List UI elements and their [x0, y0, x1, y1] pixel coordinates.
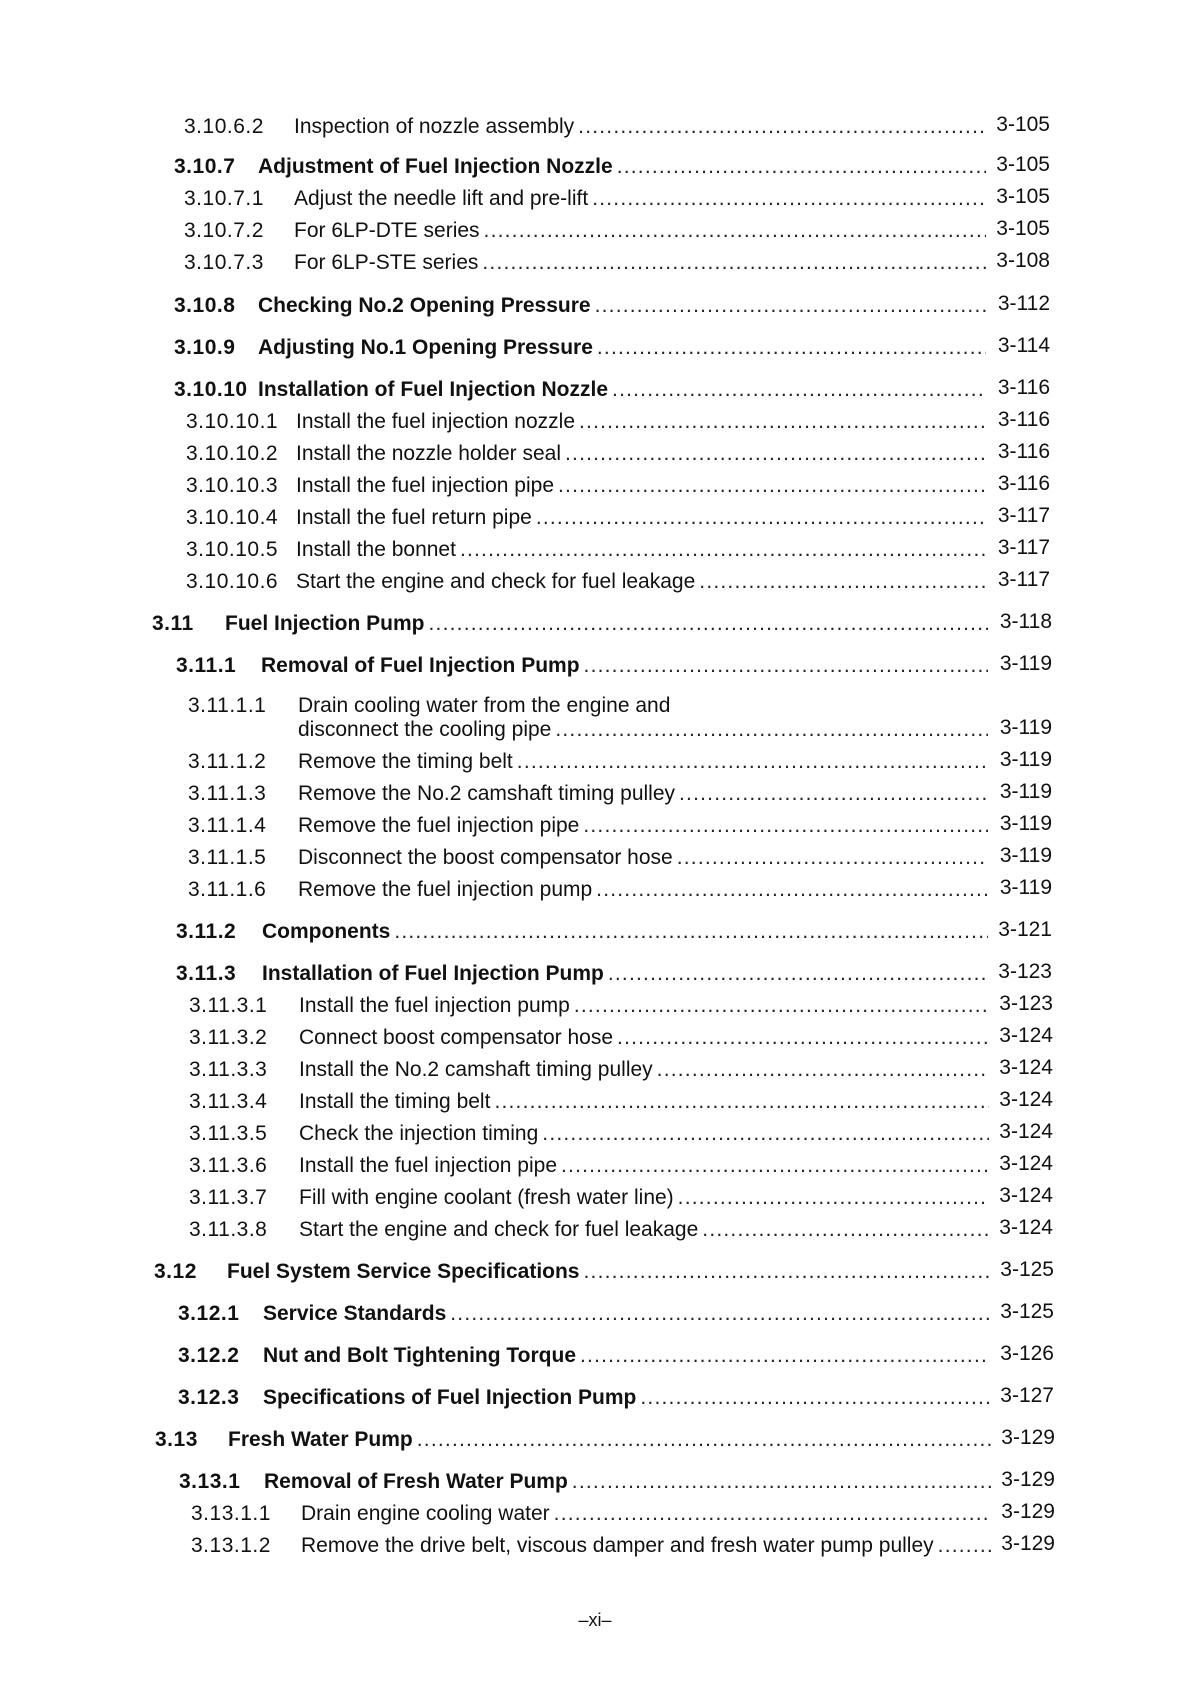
toc-entry[interactable]	[174, 332, 1050, 364]
toc-entry-page: 3-105	[996, 185, 1050, 208]
toc-entry-number: 3.11.3.5	[189, 1122, 268, 1145]
toc-entry[interactable]	[188, 778, 1052, 810]
dot-leader	[580, 1344, 990, 1368]
dot-leader	[617, 1026, 989, 1050]
toc-entry-page: 3-129	[1001, 1426, 1055, 1449]
toc-entry-title: Fuel Injection Pump	[225, 612, 425, 635]
dot-leader	[583, 814, 988, 838]
toc-entry-number: 3.11.3.6	[189, 1154, 268, 1177]
toc-entry-title: For 6LP-DTE series	[294, 219, 480, 242]
toc-entry-number: 3.13.1	[179, 1470, 241, 1493]
toc-entry-number: 3.11	[152, 612, 194, 635]
dot-leader	[561, 1154, 989, 1178]
dot-leader	[494, 1090, 989, 1114]
dot-leader	[612, 378, 986, 402]
toc-entry-page: 3-124	[999, 1216, 1053, 1239]
toc-entry-number: 3.12.2	[178, 1344, 240, 1367]
toc-entry-title: Adjusting No.1 Opening Pressure	[258, 336, 593, 359]
toc-entry-number: 3.11.3.3	[189, 1058, 268, 1081]
toc-entry[interactable]	[188, 810, 1052, 842]
toc-entry-number: 3.11.1.6	[188, 878, 267, 901]
toc-entry-page: 3-124	[999, 1120, 1053, 1143]
toc-entry-title: Remove the fuel injection pipe	[298, 814, 580, 837]
dot-leader	[677, 846, 988, 870]
toc-entry-page: 3-124	[999, 1024, 1053, 1047]
toc-entry-page: 3-124	[999, 1056, 1053, 1079]
toc-entry-page: 3-124	[999, 1152, 1053, 1175]
toc-entry[interactable]	[186, 502, 1050, 534]
dot-leader	[482, 251, 986, 275]
dot-leader	[572, 1470, 991, 1494]
toc-entry-page: 3-127	[1000, 1384, 1054, 1407]
dot-leader	[579, 410, 986, 434]
toc-entry-number: 3.10.10.1	[186, 410, 279, 433]
dot-leader	[938, 1534, 991, 1558]
toc-entry-page: 3-114	[997, 334, 1050, 357]
toc-entry-number: 3.10.7.2	[184, 219, 264, 242]
toc-entry-title: Remove the timing belt	[298, 750, 513, 773]
toc-entry-number: 3.10.10.6	[186, 570, 279, 593]
toc-entry[interactable]	[152, 608, 1052, 640]
toc-entry[interactable]	[188, 842, 1052, 874]
dot-leader	[679, 782, 988, 806]
toc-entry-page: 3-129	[1001, 1500, 1055, 1523]
toc-entry-title: Install the fuel injection pipe	[296, 474, 554, 497]
toc-entry-title: Service Standards	[263, 1302, 447, 1325]
dot-leader	[592, 187, 986, 211]
toc-entry[interactable]	[178, 1340, 1054, 1372]
dot-leader	[554, 1502, 991, 1526]
dot-leader	[484, 219, 986, 243]
toc-entry-title: Install the nozzle holder seal	[296, 442, 561, 465]
toc-entry-title: Install the No.2 camshaft timing pulley	[299, 1058, 653, 1081]
toc-entry[interactable]	[184, 183, 1050, 215]
toc-entry-number: 3.10.8	[174, 294, 236, 317]
toc-entry[interactable]	[189, 1086, 1053, 1118]
toc-entry-title-line1: Drain cooling water from the engine and	[298, 694, 671, 717]
toc-entry[interactable]	[179, 1466, 1055, 1498]
toc-entry-page: 3-129	[1001, 1468, 1055, 1491]
toc-entry[interactable]	[191, 1498, 1055, 1530]
toc-entry-title: Specifications of Fuel Injection Pump	[263, 1386, 637, 1409]
toc-entry[interactable]	[178, 1382, 1054, 1414]
toc-entry-title: Install the fuel return pipe	[296, 506, 532, 529]
toc-entry-number: 3.10.9	[174, 336, 236, 359]
toc-entry-title: Adjust the needle lift and pre-lift	[294, 187, 589, 210]
dot-leader	[699, 570, 986, 594]
toc-entry-page: 3-105	[996, 113, 1050, 136]
toc-entry-title: Install the timing belt	[299, 1090, 491, 1113]
dot-leader	[608, 962, 988, 986]
toc-entry-number: 3.10.10	[174, 378, 248, 401]
toc-entry-page: 3-119	[999, 876, 1052, 899]
dot-leader	[584, 654, 988, 678]
toc-entry-title: Install the bonnet	[296, 538, 456, 561]
toc-entry[interactable]	[176, 650, 1052, 682]
toc-entry-number: 3.13.1.1	[191, 1502, 271, 1525]
toc-entry[interactable]	[186, 406, 1050, 438]
dot-leader	[595, 294, 986, 318]
dot-leader	[517, 750, 988, 774]
toc-entry-page: 3-116	[997, 408, 1050, 431]
toc-entry-page: 3-108	[996, 249, 1050, 272]
toc-entry[interactable]	[188, 874, 1052, 906]
toc-entry-title: Remove the No.2 camshaft timing pulley	[298, 782, 676, 805]
dot-leader	[565, 442, 986, 466]
toc-entry-page: 3-125	[1000, 1300, 1054, 1323]
dot-leader	[597, 336, 986, 360]
toc-entry-page: 3-116	[997, 376, 1050, 399]
toc-entry-title: Installation of Fuel Injection Pump	[262, 962, 604, 985]
toc-entry[interactable]	[186, 534, 1050, 566]
toc-entry-title: Start the engine and check for fuel leakage	[299, 1218, 699, 1241]
toc-entry-number: 3.11.1.4	[188, 814, 267, 837]
toc-entry-number: 3.10.10.5	[186, 538, 279, 561]
toc-entry-number: 3.13	[155, 1428, 198, 1451]
toc-entry[interactable]	[186, 438, 1050, 470]
toc-entry-title: Connect boost compensator hose	[299, 1026, 614, 1049]
toc-entry-number: 3.11.2	[176, 920, 237, 943]
toc-entry-title: Install the fuel injection nozzle	[296, 410, 575, 433]
toc-entry[interactable]	[189, 1054, 1053, 1086]
toc-entry-page: 3-119	[999, 780, 1052, 803]
toc-entry-number: 3.10.7.3	[184, 251, 264, 274]
toc-entry-number: 3.10.6.2	[184, 115, 264, 138]
toc-entry-number: 3.12	[154, 1260, 197, 1283]
toc-entry-title: Checking No.2 Opening Pressure	[258, 294, 591, 317]
toc-entry-number: 3.11.3.8	[189, 1218, 268, 1241]
dot-leader	[558, 474, 986, 498]
toc-entry-number: 3.10.10.3	[186, 474, 279, 497]
toc-entry-number: 3.11.3.4	[189, 1090, 268, 1113]
toc-entry-title: Fuel System Service Specifications	[227, 1260, 580, 1283]
toc-entry[interactable]	[189, 1182, 1053, 1214]
toc-entry-page: 3-119	[999, 812, 1052, 835]
toc-entry[interactable]	[174, 374, 1050, 406]
dot-leader	[584, 1260, 991, 1284]
toc-entry-page: 3-116	[997, 472, 1050, 495]
page-number: –xi–	[578, 1610, 612, 1630]
toc-entry-number: 3.11.3.1	[189, 994, 268, 1017]
dot-leader	[429, 612, 988, 636]
toc-entry-title: Remove the drive belt, viscous damper and fresh water pump pulley	[301, 1534, 934, 1557]
toc-entry-number: 3.11.1.2	[188, 750, 267, 773]
toc-entry-title: For 6LP-STE series	[294, 251, 479, 274]
toc-entry[interactable]	[176, 916, 1052, 948]
toc-entry-title: Components	[262, 920, 391, 943]
dot-leader	[555, 718, 988, 742]
dot-leader	[574, 994, 989, 1018]
toc-entry[interactable]	[188, 714, 1052, 746]
toc-entry-page: 3-117	[997, 568, 1050, 591]
toc-entry-number: 3.11.1.1	[188, 694, 267, 717]
toc-entry-title: Check the injection timing	[299, 1122, 539, 1145]
toc-entry-number: 3.11.1.3	[188, 782, 267, 805]
toc-entry[interactable]	[191, 1530, 1055, 1562]
toc-entry[interactable]	[189, 1022, 1053, 1054]
toc-entry-number: 3.11.3.2	[189, 1026, 268, 1049]
toc-entry[interactable]	[189, 1150, 1053, 1182]
toc-entry[interactable]	[189, 1214, 1053, 1246]
toc-entry[interactable]	[176, 958, 1052, 990]
toc-entry-page: 3-117	[997, 504, 1050, 527]
toc-entry-title: Remove the fuel injection pump	[298, 878, 593, 901]
toc-entry-page: 3-118	[999, 610, 1052, 633]
toc-entry-page: 3-119	[999, 748, 1052, 771]
toc-entry-title: Inspection of nozzle assembly	[294, 115, 575, 138]
toc-entry-number: 3.10.10.2	[186, 442, 279, 465]
toc-entry-number: 3.11.3	[176, 962, 237, 985]
toc-entry-title: Removal of Fresh Water Pump	[264, 1470, 568, 1493]
toc-entry-number: 3.13.1.2	[191, 1534, 271, 1557]
toc-entry-title-line2: disconnect the cooling pipe	[298, 718, 552, 741]
dot-leader	[596, 878, 988, 902]
toc-entry-title: Install the fuel injection pipe	[299, 1154, 557, 1177]
toc-entry-page: 3-125	[1000, 1258, 1054, 1281]
toc-entry-page: 3-129	[1001, 1532, 1055, 1555]
dot-leader	[578, 115, 986, 139]
toc-entry-number: 3.11.1	[176, 654, 237, 677]
toc-entry[interactable]	[184, 111, 1050, 143]
dot-leader	[657, 1058, 989, 1082]
dot-leader	[450, 1302, 990, 1326]
toc-entry[interactable]	[184, 215, 1050, 247]
toc-entry-number: 3.11.1.5	[188, 846, 267, 869]
toc-entry-number: 3.10.10.4	[186, 506, 279, 529]
toc-entry-page: 3-105	[996, 217, 1050, 240]
toc-entry-title: Drain engine cooling water	[301, 1502, 550, 1525]
toc-entry-title: Adjustment of Fuel Injection Nozzle	[258, 155, 613, 178]
dot-leader	[417, 1428, 991, 1452]
dot-leader	[678, 1186, 989, 1210]
toc-entry[interactable]	[174, 151, 1050, 183]
toc-entry-title: Nut and Bolt Tightening Torque	[263, 1344, 577, 1367]
toc-entry-page: 3-112	[997, 292, 1050, 315]
toc-entry[interactable]	[154, 1256, 1054, 1288]
toc-entry-page: 3-117	[997, 536, 1050, 559]
toc-entry-page: 3-119	[999, 844, 1052, 867]
toc-entry-number: 3.10.7	[174, 155, 236, 178]
toc-entry-title: Installation of Fuel Injection Nozzle	[258, 378, 609, 401]
toc-entry-page: 3-123	[998, 960, 1052, 983]
toc-entry-title: Disconnect the boost compensator hose	[298, 846, 673, 869]
toc-entry-page: 3-124	[999, 1184, 1053, 1207]
toc-entry-number: 3.12.1	[178, 1302, 240, 1325]
toc-entry-title: Install the fuel injection pump	[299, 994, 570, 1017]
toc-entry[interactable]	[186, 566, 1050, 598]
toc-entry[interactable]	[186, 470, 1050, 502]
dot-leader	[536, 506, 986, 530]
toc-entry-page: 3-121	[998, 918, 1052, 941]
toc-entry-title: Fill with engine coolant (fresh water line)	[299, 1186, 674, 1209]
dot-leader	[617, 155, 986, 179]
toc-entry-page: 3-119	[999, 716, 1052, 739]
toc-entry[interactable]	[188, 746, 1052, 778]
toc-entry[interactable]	[178, 1298, 1054, 1330]
dot-leader	[640, 1386, 990, 1410]
dot-leader	[702, 1218, 989, 1242]
dot-leader	[394, 920, 988, 944]
toc-entry-title: Removal of Fuel Injection Pump	[261, 654, 580, 677]
toc-entry-page: 3-116	[997, 440, 1050, 463]
toc-entry-number: 3.11.3.7	[189, 1186, 268, 1209]
toc-entry-page: 3-126	[1000, 1342, 1054, 1365]
toc-entry-title: Fresh Water Pump	[228, 1428, 413, 1451]
dot-leader	[542, 1122, 989, 1146]
toc-entry-page: 3-123	[999, 992, 1053, 1015]
toc-entry[interactable]	[184, 247, 1050, 279]
dot-leader	[460, 538, 986, 562]
toc-entry[interactable]	[174, 290, 1050, 322]
toc-entry[interactable]	[155, 1424, 1055, 1456]
toc-entry-page: 3-105	[996, 153, 1050, 176]
toc-entry-page: 3-124	[999, 1088, 1053, 1111]
toc-entry-number: 3.12.3	[178, 1386, 240, 1409]
toc-entry-page: 3-119	[999, 652, 1052, 675]
toc-entry[interactable]	[189, 990, 1053, 1022]
toc-entry-title: Start the engine and check for fuel leakage	[296, 570, 696, 593]
toc-entry[interactable]	[189, 1118, 1053, 1150]
toc-entry-number: 3.10.7.1	[184, 187, 264, 210]
